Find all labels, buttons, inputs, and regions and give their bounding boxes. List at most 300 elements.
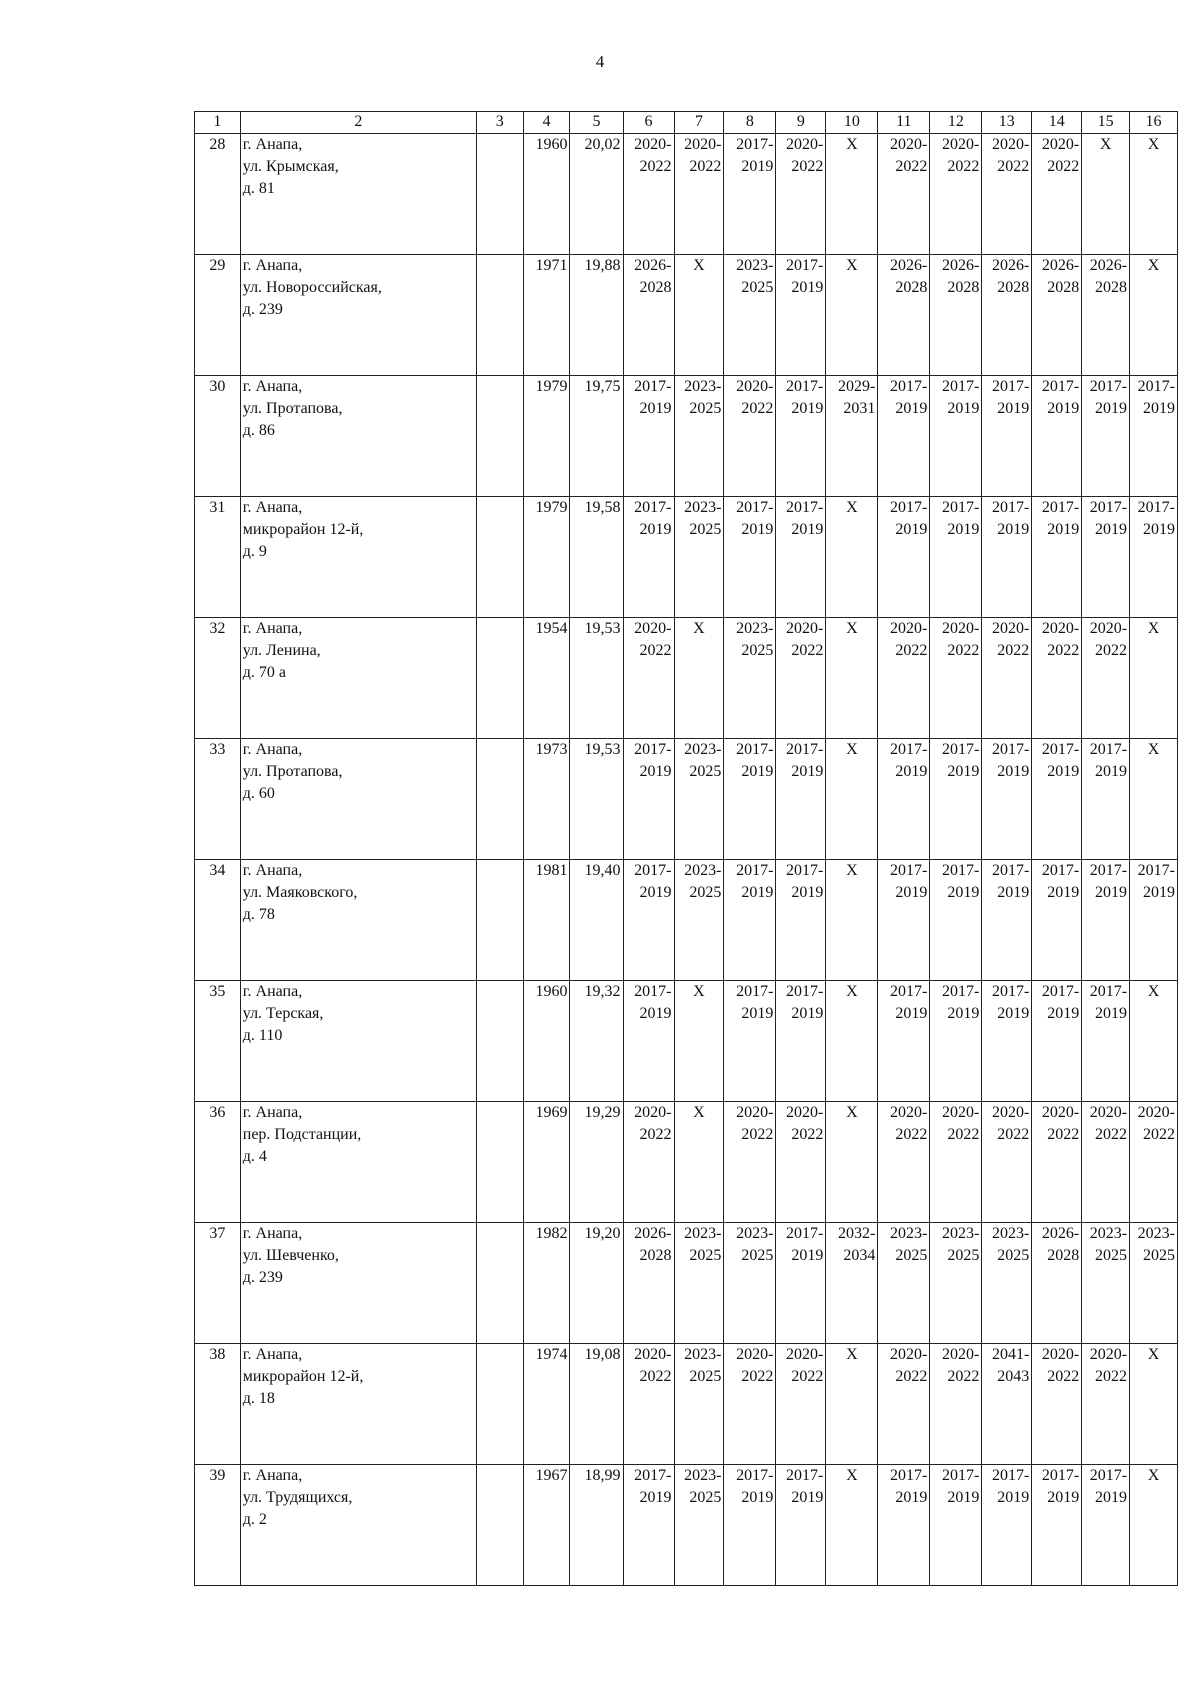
not-applicable-cell: Х <box>674 255 724 376</box>
period-end: 2022 <box>947 1126 980 1143</box>
period-cell <box>930 1465 982 1586</box>
period-cell <box>930 376 982 497</box>
period-start: 2017- <box>736 741 774 758</box>
period-cell <box>982 255 1032 376</box>
row-number: 37 <box>195 1223 241 1344</box>
period-cell <box>930 739 982 860</box>
period-cell <box>623 1223 674 1344</box>
period-cell <box>930 981 982 1102</box>
table-row <box>195 376 1178 497</box>
period-end: 2022 <box>791 1126 824 1143</box>
period-end: 2022 <box>997 1126 1030 1143</box>
address-line: д. 81 <box>242 180 275 197</box>
year-built-cell: 1960 <box>523 134 570 255</box>
period-start: 2017- <box>786 983 824 1000</box>
header-cell: 1 <box>195 112 241 134</box>
period-end: 2019 <box>741 763 774 780</box>
address-line: д. 18 <box>242 1390 275 1407</box>
period-end: 2028 <box>639 1247 672 1264</box>
header-cell: 9 <box>776 112 826 134</box>
period-cell <box>776 1223 826 1344</box>
table-row <box>195 981 1178 1102</box>
period-end: 2022 <box>947 158 980 175</box>
address-line: пер. Подстанции, <box>242 1126 362 1143</box>
period-cell <box>982 1465 1032 1586</box>
period-start: 2020- <box>1041 136 1080 153</box>
score-cell: 19,29 <box>570 1102 623 1223</box>
period-cell <box>724 1223 776 1344</box>
period-end: 2019 <box>1095 763 1128 780</box>
period-end: 2025 <box>741 279 774 296</box>
period-start: 2017- <box>1137 499 1175 516</box>
period-start: 2020- <box>890 620 928 637</box>
address-line: г. Анапа, <box>242 378 303 395</box>
address-line: ул. Трудящихся, <box>242 1489 353 1506</box>
year-built-cell: 1979 <box>523 376 570 497</box>
period-cell <box>674 497 724 618</box>
period-start: 2017- <box>991 862 1030 879</box>
period-start: 2017- <box>991 983 1030 1000</box>
period-start: 2017- <box>942 862 980 879</box>
period-cell <box>724 376 776 497</box>
year-built-cell: 1981 <box>523 860 570 981</box>
period-start: 2020- <box>684 136 722 153</box>
period-start: 2026- <box>1041 1225 1080 1242</box>
score-cell: 19,32 <box>570 981 623 1102</box>
col3-cell <box>476 981 523 1102</box>
period-end: 2019 <box>1047 400 1080 417</box>
period-start: 2020- <box>942 136 980 153</box>
period-start: 2020- <box>736 378 774 395</box>
period-start: 2017- <box>890 983 928 1000</box>
row-number: 35 <box>195 981 241 1102</box>
period-start: 2017- <box>1041 741 1080 758</box>
address-line: г. Анапа, <box>242 1225 303 1242</box>
period-end: 2019 <box>997 521 1030 538</box>
address-line: д. 9 <box>242 543 267 560</box>
row-number: 30 <box>195 376 241 497</box>
header-cell: 14 <box>1032 112 1082 134</box>
period-end: 2022 <box>895 1126 928 1143</box>
period-cell <box>1082 981 1130 1102</box>
period-end: 2019 <box>741 521 774 538</box>
address-cell <box>240 1102 476 1223</box>
period-cell <box>982 1223 1032 1344</box>
address-line: г. Анапа, <box>242 257 303 274</box>
header-cell: 7 <box>674 112 724 134</box>
period-cell <box>776 497 826 618</box>
period-start: 2017- <box>1089 499 1128 516</box>
period-end: 2025 <box>741 642 774 659</box>
score-cell: 19,88 <box>570 255 623 376</box>
period-start: 2023- <box>890 1225 928 1242</box>
period-cell <box>930 497 982 618</box>
score-cell: 20,02 <box>570 134 623 255</box>
period-cell <box>982 618 1032 739</box>
period-start: 2017- <box>634 378 672 395</box>
period-start: 2017- <box>736 862 774 879</box>
period-start: 2017- <box>1041 1467 1080 1484</box>
address-line: д. 4 <box>242 1148 267 1165</box>
not-applicable-cell: Х <box>1130 255 1178 376</box>
period-end: 2028 <box>895 279 928 296</box>
period-end: 2019 <box>791 1247 824 1264</box>
header-cell: 6 <box>623 112 674 134</box>
period-cell <box>776 981 826 1102</box>
period-cell <box>776 255 826 376</box>
period-cell <box>1032 376 1082 497</box>
not-applicable-cell: Х <box>826 1344 878 1465</box>
period-start: 2017- <box>786 378 824 395</box>
period-cell <box>930 1344 982 1465</box>
period-start: 2017- <box>1041 862 1080 879</box>
period-cell <box>1082 1465 1130 1586</box>
header-cell: 3 <box>476 112 523 134</box>
period-end: 2022 <box>639 158 672 175</box>
period-cell <box>776 860 826 981</box>
period-end: 2019 <box>997 1489 1030 1506</box>
period-end: 2025 <box>689 1247 722 1264</box>
period-end: 2025 <box>689 400 722 417</box>
address-line: г. Анапа, <box>242 499 303 516</box>
not-applicable-cell: Х <box>826 739 878 860</box>
period-end: 2019 <box>1047 521 1080 538</box>
period-start: 2017- <box>991 741 1030 758</box>
period-cell <box>1130 1223 1178 1344</box>
period-end: 2022 <box>895 158 928 175</box>
period-start: 2017- <box>634 1467 672 1484</box>
period-cell <box>878 255 930 376</box>
period-end: 2022 <box>947 642 980 659</box>
col3-cell <box>476 860 523 981</box>
period-end: 2019 <box>1095 521 1128 538</box>
period-cell <box>1082 860 1130 981</box>
header-cell: 10 <box>826 112 878 134</box>
period-cell <box>1082 1344 1130 1465</box>
period-start: 2023- <box>684 378 722 395</box>
period-cell <box>623 376 674 497</box>
period-end: 2019 <box>1095 884 1128 901</box>
period-start: 2017- <box>736 983 774 1000</box>
period-end: 2022 <box>1047 642 1080 659</box>
period-cell <box>1082 1223 1130 1344</box>
not-applicable-cell: Х <box>826 860 878 981</box>
period-start: 2026- <box>991 257 1030 274</box>
period-cell <box>674 739 724 860</box>
not-applicable-cell: Х <box>826 1102 878 1223</box>
period-end: 2022 <box>791 642 824 659</box>
period-cell <box>1130 1102 1178 1223</box>
period-end: 2022 <box>639 1368 672 1385</box>
repair-schedule-table <box>194 111 1178 1586</box>
period-cell <box>776 739 826 860</box>
not-applicable-cell: Х <box>826 981 878 1102</box>
period-cell <box>1130 497 1178 618</box>
period-start: 2017- <box>736 136 774 153</box>
not-applicable-cell: Х <box>1130 1465 1178 1586</box>
period-cell <box>878 376 930 497</box>
period-start: 2017- <box>942 499 980 516</box>
table-row <box>195 1465 1178 1586</box>
header-cell: 12 <box>930 112 982 134</box>
period-cell <box>1032 1344 1082 1465</box>
period-cell <box>776 618 826 739</box>
period-cell <box>930 1223 982 1344</box>
period-cell <box>724 497 776 618</box>
address-line: д. 2 <box>242 1511 267 1528</box>
period-start: 2023- <box>736 1225 774 1242</box>
period-cell <box>982 981 1032 1102</box>
period-start: 2020- <box>1137 1104 1175 1121</box>
table-row <box>195 1344 1178 1465</box>
period-start: 2017- <box>1089 1467 1128 1484</box>
period-cell <box>674 376 724 497</box>
period-end: 2022 <box>1095 1126 1128 1143</box>
period-end: 2019 <box>791 1005 824 1022</box>
period-start: 2017- <box>786 257 824 274</box>
period-end: 2019 <box>791 521 824 538</box>
period-cell <box>878 618 930 739</box>
period-cell <box>1032 739 1082 860</box>
period-start: 2032- <box>838 1225 876 1242</box>
period-cell <box>724 1102 776 1223</box>
period-end: 2019 <box>791 763 824 780</box>
col3-cell <box>476 618 523 739</box>
period-start: 2023- <box>991 1225 1030 1242</box>
period-start: 2020- <box>991 620 1030 637</box>
address-line: г. Анапа, <box>242 136 303 153</box>
period-cell <box>1082 255 1130 376</box>
address-cell <box>240 1465 476 1586</box>
period-start: 2020- <box>1041 1346 1080 1363</box>
period-start: 2023- <box>1089 1225 1128 1242</box>
col3-cell <box>476 739 523 860</box>
period-start: 2017- <box>634 499 672 516</box>
score-cell: 18,99 <box>570 1465 623 1586</box>
period-cell <box>1032 1102 1082 1223</box>
period-start: 2017- <box>890 499 928 516</box>
period-end: 2022 <box>895 1368 928 1385</box>
period-cell <box>674 1344 724 1465</box>
period-end: 2025 <box>1095 1247 1128 1264</box>
period-start: 2017- <box>786 741 824 758</box>
period-cell <box>930 860 982 981</box>
period-cell <box>1032 255 1082 376</box>
col3-cell <box>476 1344 523 1465</box>
period-end: 2019 <box>895 521 928 538</box>
period-cell <box>878 739 930 860</box>
period-start: 2017- <box>786 499 824 516</box>
col3-cell <box>476 497 523 618</box>
period-start: 2026- <box>1041 257 1080 274</box>
period-cell <box>776 1102 826 1223</box>
row-number: 29 <box>195 255 241 376</box>
period-start: 2020- <box>890 1346 928 1363</box>
address-cell <box>240 1223 476 1344</box>
period-end: 2019 <box>895 400 928 417</box>
score-cell: 19,08 <box>570 1344 623 1465</box>
period-end: 2022 <box>741 400 774 417</box>
period-end: 2022 <box>1095 1368 1128 1385</box>
header-cell: 13 <box>982 112 1032 134</box>
period-end: 2019 <box>1095 1005 1128 1022</box>
period-start: 2020- <box>890 1104 928 1121</box>
col3-cell <box>476 1223 523 1344</box>
period-start: 2017- <box>786 862 824 879</box>
address-line: д. 239 <box>242 1269 283 1286</box>
period-start: 2026- <box>1089 257 1128 274</box>
period-cell <box>1032 134 1082 255</box>
period-start: 2017- <box>634 741 672 758</box>
period-end: 2019 <box>741 1005 774 1022</box>
period-end: 2019 <box>947 1005 980 1022</box>
period-cell <box>623 618 674 739</box>
period-cell <box>1082 497 1130 618</box>
period-cell <box>674 860 724 981</box>
period-cell <box>623 739 674 860</box>
period-start: 2017- <box>942 983 980 1000</box>
not-applicable-cell: Х <box>1130 981 1178 1102</box>
period-end: 2019 <box>895 1489 928 1506</box>
period-cell <box>623 860 674 981</box>
period-end: 2034 <box>843 1247 876 1264</box>
period-end: 2019 <box>1047 763 1080 780</box>
period-start: 2026- <box>942 257 980 274</box>
address-cell <box>240 739 476 860</box>
period-start: 2017- <box>786 1467 824 1484</box>
period-cell <box>878 1223 930 1344</box>
period-end: 2022 <box>1047 1126 1080 1143</box>
period-cell <box>724 618 776 739</box>
col3-cell <box>476 255 523 376</box>
row-number: 33 <box>195 739 241 860</box>
period-end: 2022 <box>997 158 1030 175</box>
period-end: 2019 <box>1047 1489 1080 1506</box>
address-line: г. Анапа, <box>242 620 303 637</box>
period-end: 2022 <box>1143 1126 1175 1143</box>
period-cell <box>623 134 674 255</box>
score-cell: 19,58 <box>570 497 623 618</box>
period-start: 2020- <box>736 1104 774 1121</box>
header-cell: 5 <box>570 112 623 134</box>
period-end: 2022 <box>895 642 928 659</box>
address-line: микрорайон 12-й, <box>242 521 364 538</box>
period-end: 2022 <box>741 1126 774 1143</box>
period-cell <box>776 1344 826 1465</box>
period-start: 2017- <box>1089 378 1128 395</box>
period-end: 2025 <box>895 1247 928 1264</box>
table-row <box>195 134 1178 255</box>
period-end: 2019 <box>997 400 1030 417</box>
period-end: 2019 <box>1047 884 1080 901</box>
year-built-cell: 1971 <box>523 255 570 376</box>
period-cell <box>930 618 982 739</box>
period-end: 2028 <box>1095 279 1128 296</box>
table-row <box>195 497 1178 618</box>
period-start: 2023- <box>736 257 774 274</box>
period-cell <box>930 255 982 376</box>
period-start: 2017- <box>942 378 980 395</box>
period-cell <box>724 255 776 376</box>
period-cell <box>982 1344 1032 1465</box>
period-start: 2020- <box>1041 620 1080 637</box>
not-applicable-cell: Х <box>1130 739 1178 860</box>
period-end: 2019 <box>639 400 672 417</box>
period-end: 2019 <box>791 400 824 417</box>
period-end: 2025 <box>1143 1247 1175 1264</box>
table-row <box>195 739 1178 860</box>
period-start: 2017- <box>1089 862 1128 879</box>
period-cell <box>878 1344 930 1465</box>
period-end: 2019 <box>791 884 824 901</box>
address-line: ул. Терская, <box>242 1005 324 1022</box>
period-start: 2020- <box>736 1346 774 1363</box>
not-applicable-cell: Х <box>1082 134 1130 255</box>
address-line: микрорайон 12-й, <box>242 1368 364 1385</box>
period-start: 2020- <box>942 1346 980 1363</box>
address-line: г. Анапа, <box>242 1346 303 1363</box>
header-cell: 11 <box>878 112 930 134</box>
period-cell <box>724 1465 776 1586</box>
period-end: 2019 <box>895 1005 928 1022</box>
period-cell <box>623 1102 674 1223</box>
table-row <box>195 255 1178 376</box>
period-cell <box>1130 376 1178 497</box>
period-cell <box>982 739 1032 860</box>
period-end: 2031 <box>843 400 876 417</box>
address-line: г. Анапа, <box>242 983 303 1000</box>
period-end: 2019 <box>1143 521 1175 538</box>
period-start: 2017- <box>786 1225 824 1242</box>
period-start: 2020- <box>634 136 672 153</box>
period-start: 2020- <box>942 1104 980 1121</box>
period-end: 2028 <box>1047 279 1080 296</box>
period-end: 2019 <box>895 884 928 901</box>
period-end: 2019 <box>741 884 774 901</box>
period-cell <box>1082 1102 1130 1223</box>
period-end: 2025 <box>689 521 722 538</box>
period-end: 2019 <box>639 521 672 538</box>
year-built-cell: 1974 <box>523 1344 570 1465</box>
address-cell <box>240 618 476 739</box>
period-cell <box>1032 497 1082 618</box>
period-start: 2017- <box>736 1467 774 1484</box>
period-cell <box>982 497 1032 618</box>
period-cell <box>724 739 776 860</box>
period-start: 2017- <box>890 378 928 395</box>
period-end: 2019 <box>741 1489 774 1506</box>
year-built-cell: 1967 <box>523 1465 570 1586</box>
period-start: 2026- <box>890 257 928 274</box>
header-row <box>195 112 1178 134</box>
period-cell <box>1082 739 1130 860</box>
address-line: ул. Новороссийская, <box>242 279 382 296</box>
period-start: 2020- <box>1089 620 1128 637</box>
table-row <box>195 1223 1178 1344</box>
score-cell: 19,53 <box>570 739 623 860</box>
period-end: 2019 <box>997 763 1030 780</box>
address-line: д. 78 <box>242 906 275 923</box>
address-cell <box>240 255 476 376</box>
address-line: д. 60 <box>242 785 275 802</box>
period-start: 2020- <box>1041 1104 1080 1121</box>
period-cell <box>623 981 674 1102</box>
period-end: 2025 <box>689 1489 722 1506</box>
period-start: 2029- <box>838 378 876 395</box>
period-start: 2020- <box>634 1346 672 1363</box>
period-start: 2023- <box>684 499 722 516</box>
period-start: 2017- <box>991 378 1030 395</box>
